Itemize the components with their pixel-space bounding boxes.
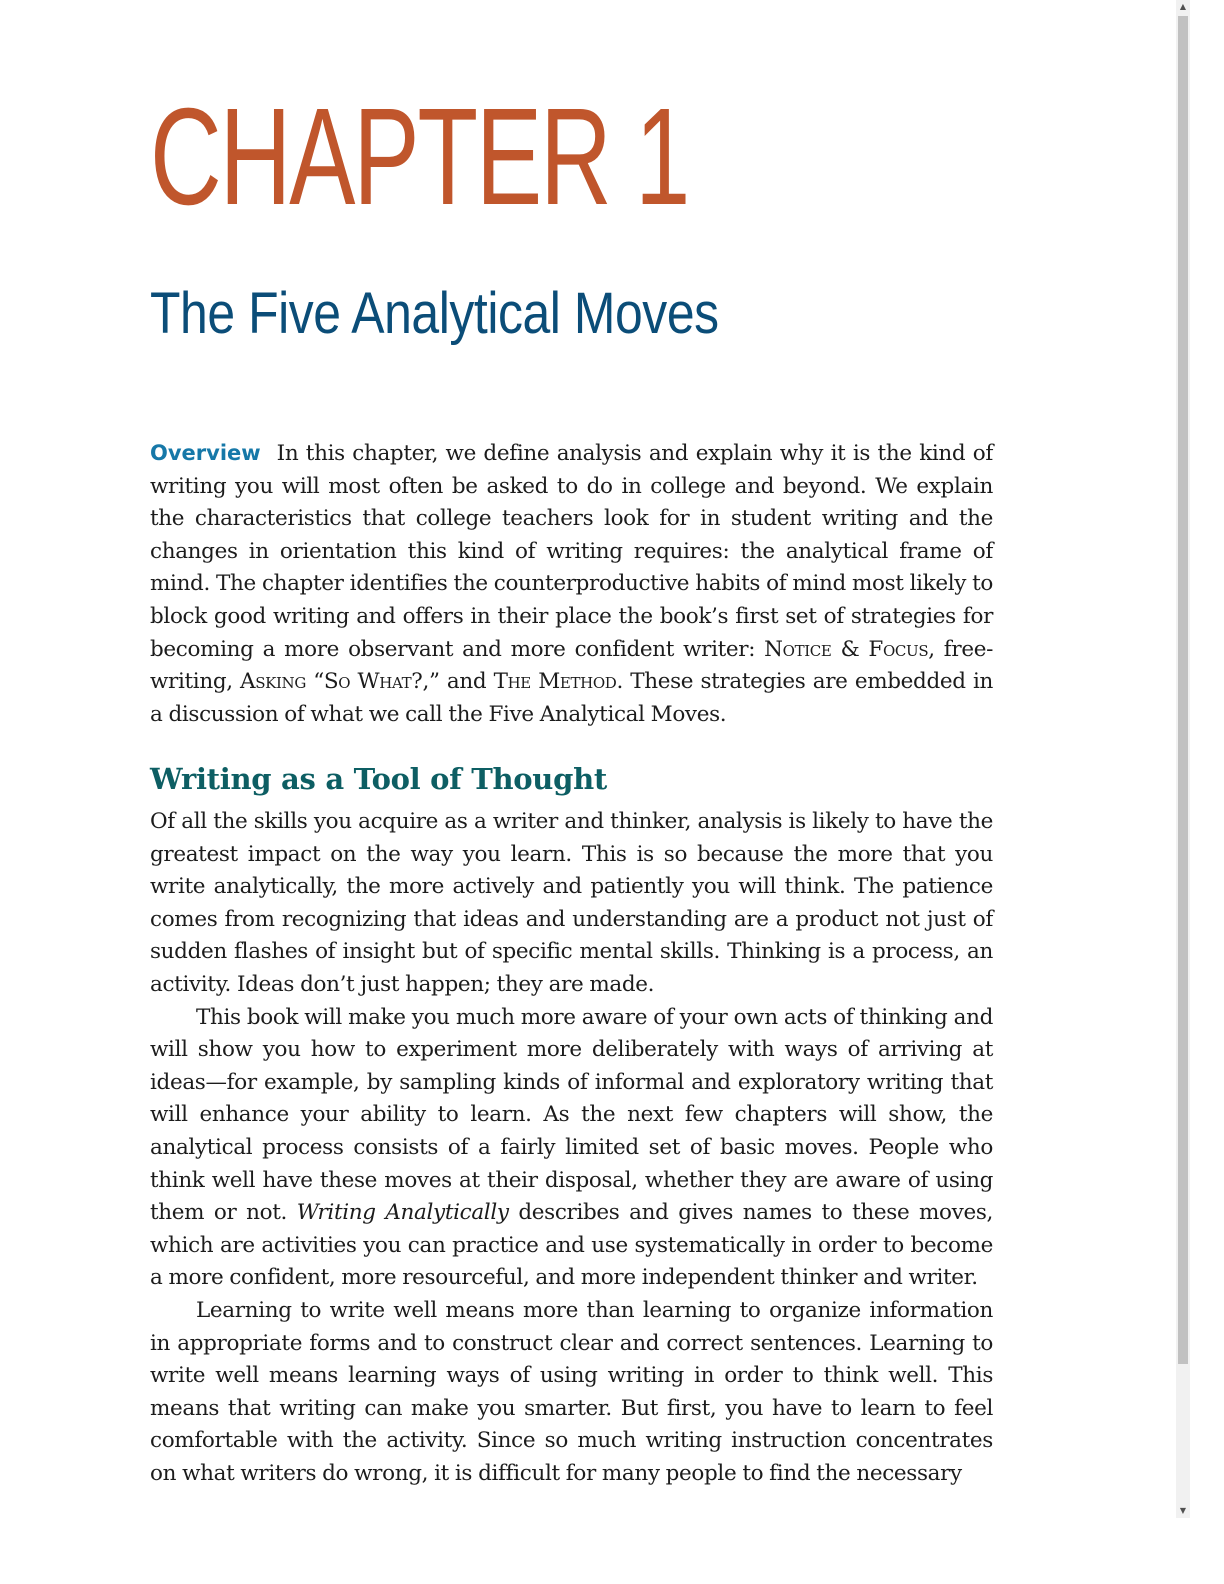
- section-heading: Writing as a Tool of Thought: [150, 762, 607, 796]
- paragraph-2-text-after: describes and gives names to these moves, which are activities you can practice and use systematically in order to become a more confident, more resourceful, and more independent thinker and writer.: [150, 1200, 993, 1291]
- overview-label: Overview: [150, 441, 261, 465]
- term-notice-focus: Notice & Focus: [764, 636, 929, 662]
- body-paragraph-2: [150, 1002, 993, 1295]
- overview-text-2: , free-writing,: [150, 636, 993, 695]
- body-paragraph-3: Learning to write well means more than learning to organize information in appropriate forms and to construct clear and correct sentences. Learning to write well means learning ways of using writing in order to think well. This means that writing can make you smarter. But first, you have to learn to feel comfortable with the activity. Since so much writing instruction concentrates on what writers do wrong, it is difficult for many people to find the necessary: [150, 1297, 993, 1486]
- chapter-title: The Five Analytical Moves: [150, 281, 719, 346]
- overview-text-4: . These strategies are embedded in a discussion of what we call the Five Analytical Moves.: [150, 669, 993, 727]
- overview-text-1: In this chapter, we define analysis and explain why it is the kind of writing you will most often be asked to do in college and beyond. We explain the characteristics that college teachers look for in student writing and the changes in orientation this kind of writing requires: the analytical frame of mind. The chapter identifies the counterproductive habits of mind most likely to block good writing and offers in their place the book’s first set of strategies for becoming a more observant and more confident writer:: [150, 441, 993, 662]
- paragraph-2-text-before: This book will make you much more aware of your own acts of thinking and will show you how to experiment more deliberately with ways of arriving at ideas—for example, by sampling kinds of informal and exploratory writing that will enhance your ability to learn. As the next few chapters will show, the analytical process consists of a fairly limited set of basic moves. People who think well have these moves at their disposal, whether they are aware of using them or not.: [150, 1004, 993, 1226]
- scrollbar-thumb[interactable]: [1178, 16, 1188, 1364]
- scroll-down-arrow-icon[interactable]: ▼: [1179, 1506, 1187, 1515]
- term-asking-so-what: Asking “So What?,”: [240, 669, 440, 695]
- scroll-up-arrow-icon[interactable]: ▲: [1179, 2, 1187, 11]
- overview-paragraph: [150, 437, 993, 731]
- vertical-scrollbar[interactable]: [1176, 0, 1190, 1518]
- overview-text-3: and: [439, 669, 494, 695]
- chapter-label: CHAPTER 1: [150, 80, 689, 234]
- body-paragraph-1: Of all the skills you acquire as a writer and thinker, analysis is likely to have the greatest impact on the way you learn. This is so because the more that you write analytically, the more actively and patiently you will think. The patience comes from recognizing that ideas and understanding are a product not just of sudden flashes of insight but of specific mental skills. Thinking is a process, an activity. Ideas don’t just happen; they are made.: [150, 809, 993, 997]
- book-title: Writing Analytically: [296, 1200, 509, 1226]
- term-the-method: The Method: [493, 669, 617, 695]
- section-body: [150, 806, 993, 1490]
